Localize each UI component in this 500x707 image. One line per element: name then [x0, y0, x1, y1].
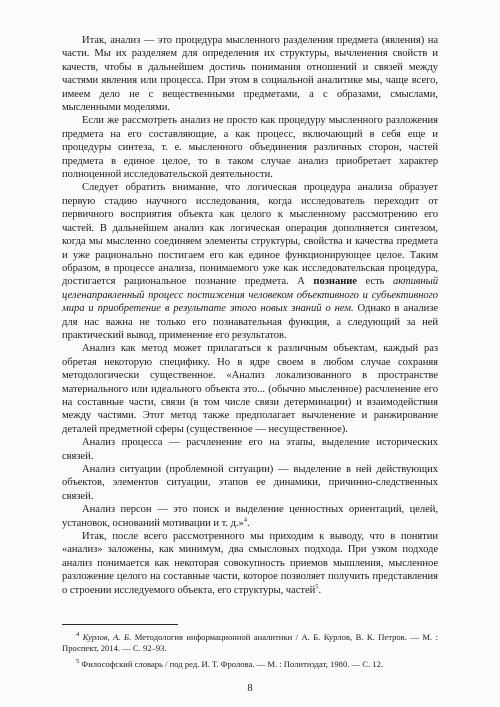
paragraph-8-text: Итак, после всего рассмотренного мы приходим к выводу, что в понятии «анализ» заложены, как минимум, два смысловых подхода. При узком подходе анализ понимается как некоторая совокупность приемов мышления, мысленное разложение целого на составные части, которое позволяет получить представления о строении исследуемого объекта, его структуры, частей	[62, 531, 438, 596]
paragraph-1: Итак, анализ — это процедура мысленного разделения предмета (явления) на части. Мы их разделяем для определения их структуры, вычленения свойств и качеств, чтобы в дальнейшем достичь понимания отношений и связей между частями явления или процесса. При этом в социальной аналитике мы, чаще всего, имеем дело не с вещественными предметами, а с образами, смыслами, мысленными моделями.	[62, 35, 438, 114]
paragraph-7-text: Анализ персон — это поиск и выделение ценностных ориентаций, целей, установок, оснований мотивации и т. д.»	[62, 504, 438, 529]
footnote-ref-5[interactable]: 5	[315, 583, 319, 591]
paragraph-7: Анализ персон — это поиск и выделение ценностных ориентаций, целей, установок, оснований мотивации и т. д.»$^4$.	[62, 504, 438, 529]
footnote-5-number: 5	[76, 658, 80, 666]
footnote-4-number: 4	[76, 631, 80, 639]
paragraph-4: Анализ как метод может прилагаться к различным объектам, каждый раз обретая некоторую специфику. Но в ядре своем в любом случае сохраняя методологически существенное. «Анализ локализованного в пространстве материального или идеального объекта это... (обычно мысленное) расчленение его на составные части, связи (в том числе связи детерминации) и взаимодействия между частями. Этот метод также предполагает вычленение и ранжирование деталей предметной сферы (существенное — несущественное).	[62, 343, 438, 435]
paragraph-3-text-a: Следует обратить внимание, что логическая процедура анализа образует первую стадию научного исследования, когда исследователь переходит от первичного восприятия объекта как целого к мысленному рассмотрению его частей. В дальнейшем анализ как логическая операция дополняется синтезом, когда мы мысленно соединяем элементы структуры, свойства и качества предмета и уже рационально постигаем его как единое функционирующее целое. Таким образом, в процессе анализа, понимаемого уже как исследовательская процедура, достигается рациональное познание предмета. А	[62, 182, 438, 288]
footnote-4	[62, 632, 438, 654]
page-number: 8	[247, 683, 253, 694]
paragraph-6: Анализ ситуации (проблемной ситуации) — выделение в ней действующих объектов, элементов ситуации, этапов ее динамики, причинно-следственных связей.	[62, 464, 438, 502]
footnote-4-text: Методология информационной аналитики / А. Б. Курлов, В. К. Петров. — М. : Проспект, 2014. — С. 92–93.	[62, 632, 438, 653]
paragraph-3-text-b: есть	[356, 276, 393, 288]
footnote-5-text: Философский словарь / под ред. И. Т. Фролова. — М. : Политиздат, 1980. — С. 12.	[79, 659, 384, 669]
paragraph-5: Анализ процесса — расчленение его на этапы, выделение исторических связей.	[62, 437, 438, 462]
paragraph-3-text-c: Однако в анализе для нас важна не только его познавательная функция, а следующий за ней практический вывод, применение его результатов.	[62, 303, 438, 341]
footnote-5	[62, 659, 438, 670]
footnote-ref-4[interactable]: 4	[243, 516, 247, 524]
body-text	[62, 34, 438, 597]
paragraph-8: Итак, после всего рассмотренного мы приходим к выводу, что в понятии «анализ» заложены, как минимум, два смысловых подхода. При узком подходе анализ понимается как некоторая совокупность приемов мышления, мысленное разложение целого на составные части, которое позволяет получить представления о строении исследуемого объекта, его структуры, частей$^5$.	[62, 531, 438, 596]
paragraph-2: Если же рассмотреть анализ не просто как процедуру мысленного разложения предмета на его составляющие, а как процесс, включающий в себя еще и процедуры синтеза, т. е. мысленного объединения различных сторон, частей предмета в единое целое, то в таком случае анализ приобретает характер полноценной исследовательской деятельности.	[62, 115, 438, 181]
paragraph-3	[62, 181, 438, 342]
footnote-4-author: Курлов, А. Б.	[82, 632, 132, 642]
paragraph-3-bold-term: познание	[313, 276, 357, 288]
footnote-divider	[62, 624, 178, 625]
paragraph-3-italic-definition: активный целенаправленный процесс постижения человеком объективного и субъективного мира и приобретение в результате этого новых знаний о нем.	[62, 276, 438, 315]
